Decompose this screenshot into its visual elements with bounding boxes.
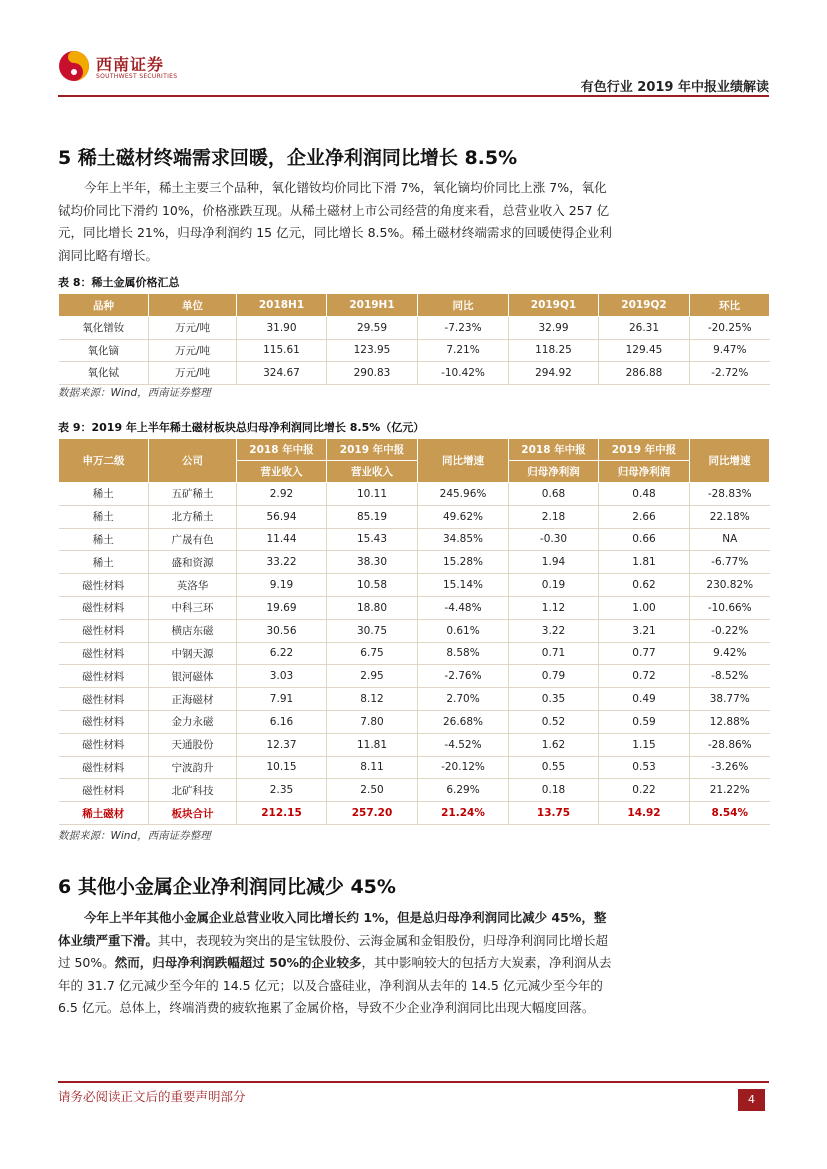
table-cell: 10.58 (327, 574, 418, 597)
table-cell: 1.94 (509, 551, 599, 574)
table-cell: 294.92 (509, 362, 599, 385)
table-cell: 板块合计 (149, 802, 237, 825)
logo-name: 西南证券 (96, 55, 165, 74)
table-cell: 稀土 (59, 551, 149, 574)
table-cell: 横店东磁 (149, 619, 237, 642)
col-header: 同比增速 (418, 439, 509, 483)
table-cell: 中科三环 (149, 596, 237, 619)
table-cell: 245.96% (418, 483, 509, 506)
table-cell: -4.48% (418, 596, 509, 619)
table-cell: 3.22 (509, 619, 599, 642)
table-cell: 北方稀土 (149, 505, 237, 528)
table-cell: -6.77% (690, 551, 770, 574)
table-8-source: 数据来源：Wind，西南证券整理 (58, 387, 211, 399)
col-header: 2019Q1 (509, 294, 599, 317)
table-cell: 38.77% (690, 688, 770, 711)
table-cell: 氧化镨钕 (59, 317, 149, 340)
metal-price-table (58, 293, 770, 385)
rare-earth-earnings-table (58, 438, 770, 825)
table-cell: 15.43 (327, 528, 418, 551)
table-cell: -8.52% (690, 665, 770, 688)
table-row (59, 505, 770, 528)
table-cell: 257.20 (327, 802, 418, 825)
table-cell: 2.35 (237, 779, 327, 802)
page-number: 4 (738, 1089, 765, 1111)
table-cell: -2.76% (418, 665, 509, 688)
table-cell: 磁性材料 (59, 642, 149, 665)
table-cell: 26.31 (599, 317, 690, 340)
table-header-row (59, 294, 770, 317)
table-cell: 6.22 (237, 642, 327, 665)
logo-emblem-icon (58, 50, 90, 82)
table-cell: 19.69 (237, 596, 327, 619)
table-cell: 0.53 (599, 756, 690, 779)
table-row (59, 779, 770, 802)
table-cell: 115.61 (237, 339, 327, 362)
table-cell: 1.15 (599, 733, 690, 756)
table-cell: 1.12 (509, 596, 599, 619)
table-cell: 1.62 (509, 733, 599, 756)
table-cell: 286.88 (599, 362, 690, 385)
table-cell: 磁性材料 (59, 733, 149, 756)
logo-subtitle: SOUTHWEST SECURITIES (96, 73, 178, 80)
table-cell: 6.29% (418, 779, 509, 802)
table-cell: -10.66% (690, 596, 770, 619)
table-cell: -28.86% (690, 733, 770, 756)
table-cell: 2.95 (327, 665, 418, 688)
table-cell: 13.75 (509, 802, 599, 825)
table-cell: 15.28% (418, 551, 509, 574)
footer-divider (58, 1081, 769, 1083)
table-cell: 1.81 (599, 551, 690, 574)
table-cell: 宁波韵升 (149, 756, 237, 779)
col-header: 环比 (690, 294, 770, 317)
table-cell: 磁性材料 (59, 710, 149, 733)
table-cell: 五矿稀土 (149, 483, 237, 506)
table-cell: 38.30 (327, 551, 418, 574)
table-cell: NA (690, 528, 770, 551)
table-row (59, 688, 770, 711)
col-header: 同比 (418, 294, 509, 317)
table-8-title: 表 8：稀土金属价格汇总 (58, 276, 180, 289)
table-cell: 万元/吨 (149, 317, 237, 340)
body-text: ，其中影响较大的包括方大炭素，净利润从去年的 31.7 亿元减少至今年的 14.5 亿元；以及合盛硅业，净利润从去年的 14.5 亿元减少至今年的 6.5 亿元。总体上，终端消费的疲软拖累了金属价格，导致不少企业净利润同比出现大幅度回落。 (58, 955, 612, 1015)
table-cell: 8.11 (327, 756, 418, 779)
table-cell: 9.42% (690, 642, 770, 665)
table-cell: 磁性材料 (59, 688, 149, 711)
table-cell: 8.54% (690, 802, 770, 825)
table-cell: 85.19 (327, 505, 418, 528)
table-cell: 11.44 (237, 528, 327, 551)
table-cell: -7.23% (418, 317, 509, 340)
table-cell: 万元/吨 (149, 362, 237, 385)
table-cell: 7.80 (327, 710, 418, 733)
table-row (59, 574, 770, 597)
table-cell: 0.55 (509, 756, 599, 779)
table-cell: 9.47% (690, 339, 770, 362)
table-cell: 英洛华 (149, 574, 237, 597)
table-cell: 29.59 (327, 317, 418, 340)
section-6-paragraph (58, 907, 616, 1020)
table-cell: 0.35 (509, 688, 599, 711)
table-cell: 22.18% (690, 505, 770, 528)
table-cell: 银河磁体 (149, 665, 237, 688)
table-cell: 万元/吨 (149, 339, 237, 362)
table-cell: 广晟有色 (149, 528, 237, 551)
disclaimer-note: 请务必阅读正文后的重要声明部分 (58, 1089, 246, 1104)
table-cell: 7.91 (237, 688, 327, 711)
table-cell: 33.22 (237, 551, 327, 574)
table-row (59, 596, 770, 619)
table-cell: 8.58% (418, 642, 509, 665)
table-cell: 磁性材料 (59, 574, 149, 597)
table-cell: 6.16 (237, 710, 327, 733)
col-header: 品种 (59, 294, 149, 317)
body-text: 其中，表现较为突出的是宝钛股份、云海金属和金钼股份，归母净利润同比增长超过 50%。 (58, 932, 609, 970)
table-cell: 9.19 (237, 574, 327, 597)
table-row (59, 619, 770, 642)
table-row (59, 483, 770, 506)
table-cell: 0.68 (509, 483, 599, 506)
table-cell: 氧化镝 (59, 339, 149, 362)
table-row (59, 317, 770, 340)
table-cell: 1.00 (599, 596, 690, 619)
table-cell: 15.14% (418, 574, 509, 597)
table-cell: 0.22 (599, 779, 690, 802)
company-logo (58, 48, 208, 90)
col-header: 2019 年中报 (327, 439, 418, 461)
table-cell: 稀土 (59, 483, 149, 506)
col-header: 2018H1 (237, 294, 327, 317)
table-row (59, 642, 770, 665)
table-cell: 磁性材料 (59, 619, 149, 642)
table-cell: 129.45 (599, 339, 690, 362)
table-cell: 7.21% (418, 339, 509, 362)
table-row (59, 710, 770, 733)
table-cell: 34.85% (418, 528, 509, 551)
col-header: 2018 年中报 (509, 439, 599, 461)
table-row (59, 756, 770, 779)
table-cell: 8.12 (327, 688, 418, 711)
table-cell: 0.79 (509, 665, 599, 688)
table-cell: 30.56 (237, 619, 327, 642)
table-cell: 2.66 (599, 505, 690, 528)
table-cell: 0.18 (509, 779, 599, 802)
table-row (59, 733, 770, 756)
table-cell: 2.70% (418, 688, 509, 711)
col-header: 2019Q2 (599, 294, 690, 317)
table-cell: 磁性材料 (59, 665, 149, 688)
table-cell: 0.19 (509, 574, 599, 597)
table-cell: 2.50 (327, 779, 418, 802)
table-cell: 30.75 (327, 619, 418, 642)
table-cell: 212.15 (237, 802, 327, 825)
table-cell: 14.92 (599, 802, 690, 825)
section-5-paragraph: 今年上半年，稀土主要三个品种，氧化镨钕均价同比下滑 7%，氧化镝均价同比上涨 7%，氧化铽均价同比下滑约 10%，价格涨跌互现。从稀土磁材上市公司经营的角度来看，总营业收入 257 亿元，同比增长 21%，归母净利润约 15 亿元，同比增长 8.5%。稀土磁材终端需求的回暖使得企业利润同比略有增长。 (58, 180, 612, 263)
header-divider (58, 95, 769, 97)
table-body (59, 483, 770, 825)
table-header-row (59, 439, 770, 461)
table-cell: 稀土 (59, 528, 149, 551)
emphasis-text: 今年上半年其他小金属企业总营业收入同比增长约 1%，但是总归母净利润同比减少 45%，整体业绩严重下滑。 (58, 910, 607, 948)
table-cell: 12.37 (237, 733, 327, 756)
table-9-title: 表 9：2019 年上半年稀土磁材板块总归母净利润同比增长 8.5%（亿元） (58, 421, 425, 434)
section-6-title: 6 其他小金属企业净利润同比减少 45% (58, 876, 396, 898)
table-cell: 稀土 (59, 505, 149, 528)
table-cell: -0.30 (509, 528, 599, 551)
table-cell: 2.18 (509, 505, 599, 528)
table-cell: 10.15 (237, 756, 327, 779)
table-cell: 0.71 (509, 642, 599, 665)
table-cell: 21.24% (418, 802, 509, 825)
table-cell: 稀土磁材 (59, 802, 149, 825)
col-header: 营业收入 (237, 461, 327, 483)
table-cell: 2.92 (237, 483, 327, 506)
col-header: 申万二级 (59, 439, 149, 483)
table-cell: -28.83% (690, 483, 770, 506)
emphasis-text: 然而，归母净利润跌幅超过 50%的企业较多 (114, 955, 362, 970)
table-cell: 290.83 (327, 362, 418, 385)
table-cell: 中钢天源 (149, 642, 237, 665)
table-cell: 123.95 (327, 339, 418, 362)
table-cell: 3.03 (237, 665, 327, 688)
table-cell: 6.75 (327, 642, 418, 665)
col-header: 2019 年中报 (599, 439, 690, 461)
table-cell: 12.88% (690, 710, 770, 733)
table-cell: 31.90 (237, 317, 327, 340)
section-5-title: 5 稀土磁材终端需求回暖，企业净利润同比增长 8.5% (58, 147, 518, 169)
table-cell: 金力永磁 (149, 710, 237, 733)
table-cell: 天通股份 (149, 733, 237, 756)
col-header: 同比增速 (690, 439, 770, 483)
table-cell: 0.77 (599, 642, 690, 665)
table-cell: 氧化铽 (59, 362, 149, 385)
table-cell: 21.22% (690, 779, 770, 802)
table-cell: 324.67 (237, 362, 327, 385)
report-title: 有色行业 2019 年中报业绩解读 (580, 80, 769, 95)
table-cell: -4.52% (418, 733, 509, 756)
table-cell: 0.62 (599, 574, 690, 597)
table-row (59, 339, 770, 362)
table-total-row (59, 802, 770, 825)
table-cell: -3.26% (690, 756, 770, 779)
table-cell: 正海磁材 (149, 688, 237, 711)
table-cell: 0.72 (599, 665, 690, 688)
table-cell: 11.81 (327, 733, 418, 756)
table-cell: 49.62% (418, 505, 509, 528)
table-cell: 0.61% (418, 619, 509, 642)
table-cell: 北矿科技 (149, 779, 237, 802)
table-cell: -20.25% (690, 317, 770, 340)
table-cell: 230.82% (690, 574, 770, 597)
col-header: 归母净利润 (509, 461, 599, 483)
table-cell: 0.66 (599, 528, 690, 551)
col-header: 公司 (149, 439, 237, 483)
table-row (59, 665, 770, 688)
table-cell: -0.22% (690, 619, 770, 642)
col-header: 2018 年中报 (237, 439, 327, 461)
table-cell: 磁性材料 (59, 756, 149, 779)
col-header: 单位 (149, 294, 237, 317)
table-body (59, 317, 770, 385)
table-cell: 0.52 (509, 710, 599, 733)
table-cell: 32.99 (509, 317, 599, 340)
table-cell: 26.68% (418, 710, 509, 733)
table-cell: 118.25 (509, 339, 599, 362)
table-cell: 磁性材料 (59, 596, 149, 619)
table-cell: 0.59 (599, 710, 690, 733)
table-cell: 磁性材料 (59, 779, 149, 802)
table-cell: 盛和资源 (149, 551, 237, 574)
table-cell: -10.42% (418, 362, 509, 385)
table-row (59, 528, 770, 551)
table-cell: 10.11 (327, 483, 418, 506)
table-row (59, 362, 770, 385)
table-cell: 18.80 (327, 596, 418, 619)
col-header: 归母净利润 (599, 461, 690, 483)
table-cell: 0.49 (599, 688, 690, 711)
table-cell: 3.21 (599, 619, 690, 642)
table-cell: 56.94 (237, 505, 327, 528)
table-cell: 0.48 (599, 483, 690, 506)
table-9-source: 数据来源：Wind，西南证券整理 (58, 830, 211, 842)
col-header: 2019H1 (327, 294, 418, 317)
table-row (59, 551, 770, 574)
col-header: 营业收入 (327, 461, 418, 483)
table-cell: -20.12% (418, 756, 509, 779)
table-cell: -2.72% (690, 362, 770, 385)
